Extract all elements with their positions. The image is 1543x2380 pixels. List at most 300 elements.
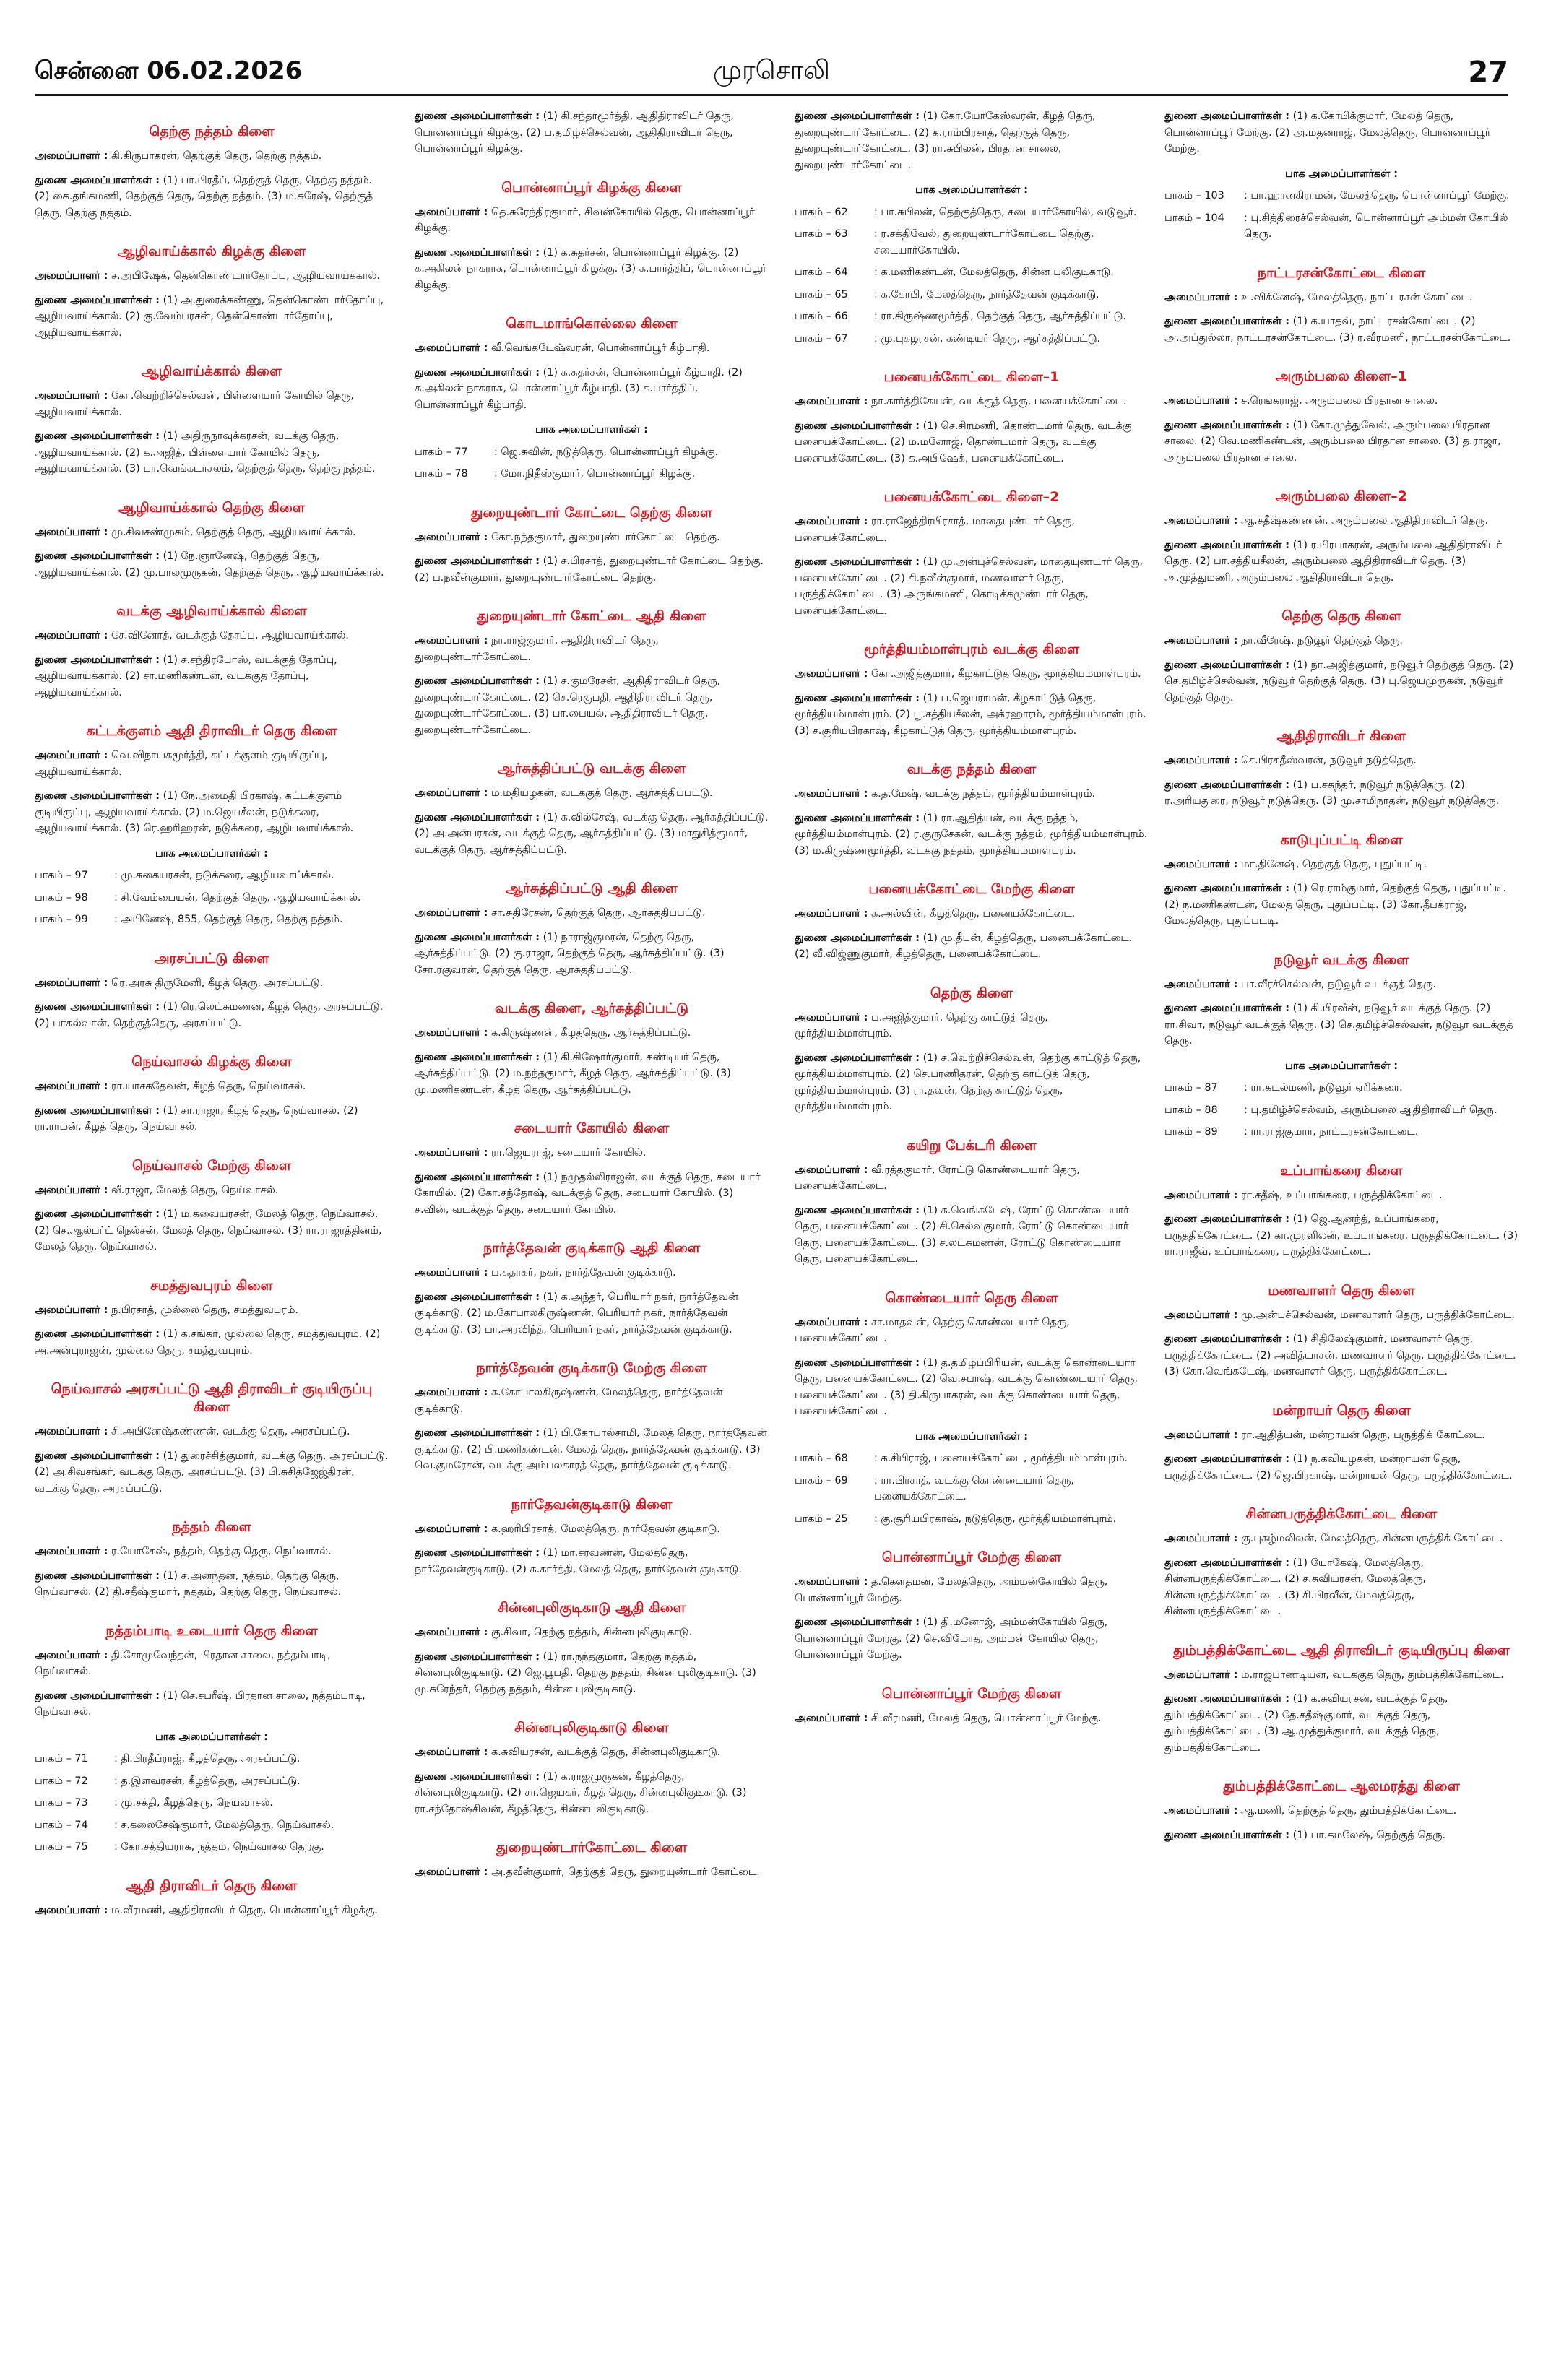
branch-heading: நடுவூர் வடக்கு கிளை <box>1274 951 1409 968</box>
organizer-details: (1) ரா.நந்தகுமார், தெற்கு நத்தம், சின்னபுலிகுடிகாடு. (2) ஜெ.பூபதி, தெற்கு நத்தம், சின்ன புலிகுடிகாடு. (3) மு.சுரேந்தர், தெற்கு நத்தம், சின்ன புலிகுடிகாடு. <box>415 1650 756 1695</box>
booth-entry <box>35 1839 389 1856</box>
organizer-details: (1) அ.துரைக்கண்ணு, தென்கொண்டார்தோப்பு, ஆழியவாய்க்கால். (2) கு.வேம்பரசன், தென்கொண்டார்தோப்பு, ஆழியவாய்க்கால். <box>35 294 384 339</box>
role-label: அமைப்பாளர் : <box>35 1081 108 1092</box>
booth-number: பாகம் – 87 <box>1164 1082 1218 1094</box>
branch-heading: நாட்டரசன்கோட்டை கிளை <box>1257 264 1426 281</box>
organizer-details: (1) செ.சிரமணி, தொண்டமார் தெரு, வடக்கு பனையக்கோட்டை. (2) ம.மனோஜ், தொண்டமார் தெரு, வடக்கு பனையக்கோட்டை. (3) க.அபிஷேக், பனையக்கோட்டை. <box>795 420 1132 464</box>
branch-heading: நெய்வாசல் மேற்கு கிளை <box>131 1157 292 1174</box>
branch-heading: ஆர்சுத்திப்பட்டு வடக்கு கிளை <box>497 761 686 776</box>
organizer-details: ம.ராஜபாண்டியன், வடக்குத் தெரு, தும்பத்திக்கோட்டை. <box>1237 1669 1504 1681</box>
organizer-details: க.ஹரிபிரசாத், மேலத்தெரு, நார்தேவன் குடிகாடு. <box>488 1523 720 1535</box>
booth-entry <box>795 226 1149 259</box>
organizer-entry <box>1164 633 1518 649</box>
role-label: அமைப்பாளர் : <box>795 908 868 919</box>
organizer-entry <box>415 1289 769 1338</box>
organizer-details: சி.வீரமணி, மேலத் தெரு, பொன்னாப்பூர் மேற்கு. <box>868 1712 1102 1724</box>
booth-organizer: : ச.கலைசேஷ்குமார், மேலத்தெரு, நெய்வாசல். <box>114 1819 334 1831</box>
organizer-details: (1) ரெ.ராம்குமார், தெற்குத் தெரு, புதுப்பட்டி. (2) ந.மணிகண்டன், மேலத் தெரு, புதுப்பட்டி. (3) கோ.தீபக்ராஜ், மேலத்தெரு, புதுப்பட்டி. <box>1164 883 1506 927</box>
branch-heading: அரும்பலை கிளை–1 <box>1276 368 1407 384</box>
organizer-entry <box>795 108 1149 173</box>
organizer-details: கு.சிவா, தெற்கு நத்தம், சின்னபுலிகுடிகாடு. <box>488 1627 693 1638</box>
organizer-details: (1) கோ.யோகேஸ்வரன், கீழத் தெரு, துறையுண்டார்கோட்டை. (2) க.ராம்பிரசாத், தெற்குத் தெரு, துறையுண்டார்கோட்டை. (3) ரா.சுபிலன், பிரதான சாலை, துறையுண்டார்கோட்டை. <box>795 111 1096 171</box>
organizer-entry <box>415 785 769 802</box>
role-label: துணை அமைப்பாளர்கள் : <box>795 692 920 704</box>
organizer-details: ம.வீரமணி, ஆதிதிராவிடர் தெரு, பொன்னாப்பூர் கிழக்கு. <box>108 1904 378 1916</box>
booth-organizer: : ர.சக்திவேல், துறையுண்டார்கோட்டை தெற்கு, சடையார்கோயில். <box>874 228 1094 256</box>
role-label: துணை அமைப்பாளர்கள் : <box>415 246 540 259</box>
organizer-entry <box>35 148 389 165</box>
organizer-details: (1) ச.குமரேசன், ஆதிதிராவிடர் தெரு, துறையுண்டார்கோட்டை. (2) செ.ரெகுபதி, ஆதிதிராவிடர் தெரு, துறையுண்டார்கோட்டை. (3) பா.பையல், ஆதிதிராவிடர் தெரு, துறையுண்டார்கோட்டை. <box>415 675 721 736</box>
organizer-entry <box>1164 857 1518 873</box>
branch-heading: பொன்னாப்பூர் மேற்கு கிளை <box>881 1549 1062 1565</box>
organizer-details: (1) க.ராஜமுருகன், கீழத்தெரு, சின்னபுலிகுடிகாடு. (2) சா.ஜெயகர், கீழத் தெரு, சின்னபுலிகுடிகாடு. (3) ரா.சந்தோஷ்சிவன், கீழத்தெரு, சின்னபுலிகுடிகாடு. <box>415 1770 747 1815</box>
booth-organizer: : அபினேஷ், 855, தெற்குத் தெரு, தெற்கு நத்தம். <box>114 914 343 925</box>
organizer-entry <box>795 394 1149 410</box>
organizer-details: (1) அதிருநாவுக்கரசன், வடக்கு தெரு, ஆழியவாய்க்கால். (2) க.அஜித், பிள்ளையார் கோயில் தெரு, ஆழியவாய்க்கால். (3) பா.வெங்கடாசலம், தெற்குத் தெரு, தெற்கு நத்தம். <box>35 430 376 475</box>
branch-heading: தெற்கு நத்தம் கிளை <box>149 124 275 139</box>
role-label: துணை அமைப்பாளர்கள் : <box>415 111 540 122</box>
organizer-entry <box>415 245 769 294</box>
booth-number: பாகம் – 77 <box>415 446 468 458</box>
role-label: துணை அமைப்பாளர்கள் : <box>1164 1557 1290 1569</box>
organizer-entry <box>795 1010 1149 1042</box>
booth-entry <box>795 287 1149 303</box>
booth-entry <box>35 912 389 928</box>
branch-heading: நத்தம்பாடி உடையார் தெரு கிளை <box>105 1622 318 1639</box>
role-label: துணை அமைப்பாளர்கள் : <box>35 1104 160 1117</box>
organizer-entry <box>415 1385 769 1417</box>
organizer-details: ர.யோகேஷ், நத்தம், தெற்கு தெரு, நெய்வாசல். <box>108 1546 332 1557</box>
role-label: துணை அமைப்பாளர்கள் : <box>795 420 920 432</box>
organizer-details: பா.வீரச்செல்வன், நடுவூர் வடக்குத் தெரு. <box>1237 978 1436 990</box>
branch-heading: அரும்பலை கிளை–2 <box>1276 488 1407 504</box>
role-label: துணை அமைப்பாளர்கள் : <box>795 1356 920 1369</box>
organizer-entry <box>415 1145 769 1161</box>
organizer-entry <box>415 108 769 157</box>
organizer-entry <box>415 1769 769 1818</box>
organizer-entry <box>795 1710 1149 1727</box>
role-label: அமைப்பாளர் : <box>795 1712 868 1724</box>
role-label: அமைப்பாளர் : <box>35 390 108 402</box>
organizer-details: சா.மாதவன், தெற்கு கொண்டையார் தெரு, பனையக்கோட்டை. <box>795 1316 1070 1344</box>
organizer-details: க.கோபாலகிருஷ்ணன், மேலத்தெரு, நார்த்தேவன் குடிக்காடு. <box>415 1387 723 1415</box>
organizer-entry <box>1164 1427 1518 1444</box>
role-label: அமைப்பாளர் : <box>415 1627 488 1638</box>
organizer-entry <box>795 1355 1149 1420</box>
masthead <box>35 51 1508 96</box>
role-label: அமைப்பாளர் : <box>35 1304 108 1316</box>
branch-heading: பொன்னாப்பூர் மேற்கு கிளை <box>881 1685 1062 1702</box>
booth-entry <box>1164 1124 1518 1141</box>
organizer-entry <box>795 1315 1149 1347</box>
organizer-entry <box>1164 977 1518 993</box>
role-label: அமைப்பாளர் : <box>1164 291 1238 303</box>
role-label: அமைப்பாளர் : <box>795 396 868 407</box>
booth-number: பாகம் – 66 <box>795 311 848 322</box>
organizer-details: (1) நாராஜ்குமரன், தெற்கு தெரு, ஆர்சுத்திப்பட்டு. (2) கு.ராஜா, தெற்குத் தெரு, ஆர்சுத்திப்பட்டு. (3) சோ.ரகுவரன், தெற்குத் தெரு, ஆர்சுத்திப்பட்டு. <box>415 931 725 976</box>
role-label: அமைப்பாளர் : <box>415 531 488 543</box>
branch-heading: மணவாளர் தெரு கிளை <box>1268 1282 1415 1299</box>
role-label: துணை அமைப்பாளர்கள் : <box>1164 316 1290 327</box>
organizer-entry <box>1164 1451 1518 1484</box>
organizer-details: மு.அன்புச்செல்வன், மணவாளர் தெரு, பருத்திக்கோட்டை. <box>1237 1309 1515 1321</box>
organizer-details: (1) ச.சந்திரபோஸ், வடக்குத் தோப்பு, ஆழியவாய்க்கால். (2) சா.மணிகண்டன், வடக்குத் தோப்பு, ஆழியவாய்க்கால். <box>35 654 337 698</box>
organizer-entry <box>415 930 769 979</box>
organizer-details: (1) ப.சசுந்தர், நடுவூர் நடுத்தெரு. (2) ர.அரியதுரை, நடுவூர் நடுத்தெரு. (3) மு.சாமிநாதன், நடுவூர் நடுத்தெரு. <box>1164 779 1500 807</box>
role-label: துணை அமைப்பாளர்கள் : <box>1164 419 1290 431</box>
organizer-entry <box>415 1265 769 1281</box>
organizer-entry <box>795 786 1149 802</box>
organizer-entry <box>415 633 769 665</box>
organizer-details: (1) பி.கோபால்சாமி, மேலத் தெரு, நார்த்தேவன் குடிக்காடு. (2) பி.மணிகண்டன், மேலத் தெரு, நார்த்தேவன் குடிக்காடு. (3) வெ.குமரேசன், வடக்கு அம்பலகாரத் தெரு, நார்த்தேவன் குடிக்காடு. <box>415 1427 767 1471</box>
booth-number: பாகம் – 64 <box>795 267 848 278</box>
role-label: துணை அமைப்பாளர்கள் : <box>1164 1213 1290 1225</box>
branch-heading: நெய்வாசல் கிழக்கு கிளை <box>131 1054 292 1070</box>
organizer-entry <box>795 1614 1149 1663</box>
booth-organizer: : தி.பிரதீப்ராஜ், கீழத்தெரு, அரசப்பட்டு. <box>114 1753 301 1765</box>
role-label: துணை அமைப்பாளர்கள் : <box>35 1570 160 1582</box>
booth-number: பாகம் – 103 <box>1164 190 1224 202</box>
organizer-details: (1) மா.சரவணன், மேலத்தெரு, நார்தேவன்குடிகாடு. (2) க.கார்த்தி, மேலத் தெரு, நார்தேவன் குடிகாடு. <box>415 1547 742 1575</box>
role-label: துணை அமைப்பாளர்கள் : <box>35 550 160 562</box>
organizer-entry <box>415 1521 769 1538</box>
role-label: துணை அமைப்பாளர்கள் : <box>1164 779 1290 791</box>
role-label: அமைப்பாளர் : <box>415 1147 488 1159</box>
booth-organizer: : சி.வேம்பையன், தெற்குத் தெரு, ஆழியவாய்க்கால். <box>114 891 361 904</box>
role-label: அமைப்பாளர் : <box>35 270 108 282</box>
branch-heading: சமத்துவபுரம் கிளை <box>150 1277 273 1294</box>
organizer-entry <box>1164 537 1518 587</box>
booth-entry <box>35 1795 389 1812</box>
role-label: துணை அமைப்பாளர்கள் : <box>35 1689 160 1702</box>
role-label: அமைப்பாளர் : <box>415 342 488 354</box>
role-label: துணை அமைப்பாளர்கள் : <box>1164 539 1290 551</box>
booth-organizers-heading: பாக அமைப்பாளர்கள் : <box>155 1731 269 1743</box>
organizer-entry <box>1164 1827 1518 1844</box>
role-label: துணை அமைப்பாளர்கள் : <box>1164 659 1290 671</box>
booth-number: பாகம் – 88 <box>1164 1104 1218 1116</box>
branch-heading: சின்னபருத்திக்கோட்டை கிளை <box>1245 1506 1438 1522</box>
role-label: துணை அமைப்பாளர்கள் : <box>1164 883 1290 894</box>
organizer-entry <box>1164 1667 1518 1684</box>
organizer-entry <box>35 628 389 644</box>
organizer-details: (1) ப.ஜெயராமன், கீழகாட்டுத் தெரு, மூர்த்தியம்மாள்புரம். (2) பூ.சத்தியசீலன், அக்ரஹாரம், மூர்த்தியம்மாள்புரம். (3) ச.சூரியபிரகாஷ், கீழகாட்டுத் தெரு, மூர்த்தியம்மாள்புரம். <box>795 692 1146 737</box>
role-label: அமைப்பாளர் : <box>415 635 488 646</box>
organizer-entry <box>415 673 769 738</box>
branch-heading: கொண்டையார் தெரு கிளை <box>885 1289 1058 1306</box>
organizer-entry <box>1164 657 1518 706</box>
role-label: துணை அமைப்பாளர்கள் : <box>415 675 540 687</box>
branch-heading: மன்றாயர் தெரு கிளை <box>1272 1402 1411 1419</box>
branch-heading: தும்பத்திக்கோட்டை ஆலமரத்து கிளை <box>1223 1778 1460 1794</box>
organizer-details: (1) சிதிலேஷ்குமார், மணவாளர் தெரு, பருத்திக்கோட்டை. (2) அவித்யாசன், மணவாளர் தெரு, பருத்திக்கோட்டை. (3) கோ.வெங்கடேஷ், மணவாளர் தெரு, பருத்திக்கோட்டை. <box>1164 1333 1516 1377</box>
organizer-entry <box>415 810 769 859</box>
organizer-details: சே.வினோத், வடக்குத் தோப்பு, ஆழியவாய்க்கால். <box>108 630 349 641</box>
branch-heading: ஆழிவாய்க்கால் கிளை <box>141 363 282 379</box>
organizer-entry <box>1164 777 1518 810</box>
role-label: துணை அமைப்பாளர்கள் : <box>415 1291 540 1303</box>
organizer-details: மு.சிவசண்முகம், தெற்குத் தெரு, ஆழியவாய்க்கால். <box>108 526 356 538</box>
branch-heading: சின்னபுலிகுடிகாடு கிளை <box>514 1720 669 1736</box>
column-1 <box>35 108 389 1926</box>
organizer-details: (1) க.சுதர்சன், பொன்னாப்பூர் கீழ்பாதி. (2) க.அகிலன் நாகராசு, பொன்னாப்பூர் கீழ்பாதி. (3) க.பார்த்திப், பொன்னாப்பூர் கீழ்பாதி. <box>415 366 743 411</box>
booth-entry <box>35 867 389 884</box>
organizer-details: உ.விக்னேஷ், மேலத்தெரு, நாட்டரசன் கோட்டை. <box>1237 291 1473 303</box>
role-label: அமைப்பாளர் : <box>1164 1669 1238 1681</box>
organizer-entry <box>35 1424 389 1440</box>
role-label: துணை அமைப்பாளர்கள் : <box>35 790 160 802</box>
booth-number: பாகம் – 73 <box>35 1797 88 1809</box>
organizer-details: கோ.நந்தகுமார், துறையுண்டார்கோட்டை தெற்கு. <box>488 531 720 543</box>
organizer-entry <box>1164 1555 1518 1620</box>
role-label: துணை அமைப்பாளர்கள் : <box>795 932 920 944</box>
organizer-entry <box>35 1448 389 1497</box>
booth-organizer: : க.மணிகண்டன், மேலத்தெரு, சின்ன புலிகுடிகாடு. <box>874 267 1114 278</box>
booth-number: பாகம் – 25 <box>795 1513 848 1525</box>
organizer-details: நா.வீரேஷ், நடுவூர் தெற்குத் தெரு. <box>1237 635 1403 646</box>
organizer-details: (1) க.சுதர்சன், பொன்னாப்பூர் கிழக்கு. (2) க.அகிலன் நாகராசு, பொன்னாப்பூர் கிழக்கு. (3) க.பார்த்திப், பொன்னாப்பூர் கிழக்கு. <box>415 246 766 291</box>
page-number: 27 <box>1468 56 1508 89</box>
branch-heading: மூர்த்தியம்மாள்புரம் வடக்கு கிளை <box>863 641 1080 657</box>
organizer-entry <box>35 975 389 992</box>
booth-organizer: : பா.சுபிலன், தெற்குத்தெரு, சடையார்கோயில், வடுவூர். <box>874 206 1137 218</box>
organizer-details: (1) நே.ஞானேஷ், தெற்குத் தெரு, ஆழியவாய்க்கால். (2) மு.பாலமுருகன், தெற்குத் தெரு, ஆழியவாய்க்கால். <box>35 550 384 579</box>
organizer-entry <box>795 930 1149 963</box>
organizer-entry <box>415 1425 769 1474</box>
organizer-details: த.கௌதமன், மேலத்தெரு, அம்மன்கோயில் தெரு, பொன்னாப்பூர் மேற்கு. <box>795 1576 1108 1604</box>
role-label: துணை அமைப்பாளர்கள் : <box>415 811 540 823</box>
role-label: துணை அமைப்பாளர்கள் : <box>795 556 920 568</box>
organizer-details: (1) நா.அஜித்குமார், நடுவூர் தெற்குத் தெரு. (2) செ.தமிழ்ச்செல்வன், நடுவூர் தெற்குத் தெரு. (3) பு.ஜெயமுருகன், நடுவூர் தெற்குத் தெரு. <box>1164 659 1514 704</box>
organizer-details: ப.சுதாகர், நகர், நார்த்தேவன் குடிக்காடு. <box>488 1267 676 1278</box>
organizer-details: க.சுவியரசன், வடக்குத் தெரு, சின்னபுலிகுடிகாடு. <box>488 1747 721 1758</box>
role-label: அமைப்பாளர் : <box>35 1649 108 1661</box>
organizer-details: (1) க.வில்சேஷ், வடக்கு தெரு, ஆர்சுத்திப்பட்டு. (2) அ.அன்பரசன், வடக்குத் தெரு, ஆர்சுத்திப்பட்டு. (3) மாதுசித்குமார், வடக்குத் தெரு, ஆர்சுத்திப்பட்டு. <box>415 811 769 856</box>
booth-organizers-heading: பாக அமைப்பாளர்கள் : <box>1284 168 1399 180</box>
branch-heading: ஆழிவாய்க்கால் தெற்கு கிளை <box>118 499 305 516</box>
organizer-details: நா.கார்த்திகேயன், வடக்குத் தெரு, பனையக்கோட்டை. <box>868 396 1127 407</box>
branch-heading: வடக்கு கிளை, ஆர்சுத்திப்பட்டு <box>494 1000 689 1016</box>
organizer-details: (1) பா.கமலேஷ், தெற்குத் தெரு. <box>1289 1829 1446 1841</box>
organizer-entry <box>1164 753 1518 769</box>
organizer-details: தி.சோமுவேந்தன், பிரதான சாலை, நத்தம்பாடி, நெய்வாசல். <box>35 1649 331 1677</box>
booth-entry <box>795 308 1149 325</box>
organizer-details: (1) நமுதல்லிராஜன், வடக்குத் தெரு, சடையார் கோயில். (2) கோ.சந்தோஷ், வடக்குத் தெரு, சடையார் கோயில். (3) ச.வின், வடக்குத் தெரு, சடையார் கோயில். <box>415 1171 761 1216</box>
role-label: துணை அமைப்பாளர்கள் : <box>35 174 160 186</box>
role-label: துணை அமைப்பாளர்கள் : <box>35 294 160 306</box>
organizer-entry <box>415 1025 769 1042</box>
role-label: அமைப்பாளர் : <box>795 1011 868 1024</box>
branch-heading: துறையுண்டார் கோட்டை தெற்கு கிளை <box>470 504 713 521</box>
organizer-entry <box>35 548 389 581</box>
organizer-details: (1) க.கோபிக்குமார், மேலத் தெரு, பொன்னாப்பூர் மேற்கு. (2) அ.மதன்ராஜ், மேலத்தெரு, பொன்னாப்பூர் மேற்கு. <box>1164 111 1491 155</box>
booth-number: பாகம் – 75 <box>35 1841 88 1853</box>
role-label: அமைப்பாளர் : <box>1164 755 1238 766</box>
organizer-entry <box>795 1574 1149 1606</box>
role-label: அமைப்பாளர் : <box>795 516 868 527</box>
organizer-details: (1) நே.அமைதி பிரகாஷ், கட்டக்குளம் குடியிருப்பு, ஆழியவாய்க்கால். (2) ம.ஜெயசீலன், நடுக்கரை, ஆழியவாய்க்கால். (3) ரெ.ஹரிஹரன், நடுக்கரை, ஆழியவாய்க்கால். <box>35 790 354 834</box>
column-2 <box>415 108 769 1889</box>
role-label: அமைப்பாளர் : <box>1164 978 1238 990</box>
column-3 <box>795 108 1149 1734</box>
organizer-entry <box>415 1545 769 1578</box>
role-label: அமைப்பாளர் : <box>795 788 868 800</box>
organizer-details: (1) க.சங்கர், முல்லை தெரு, சமத்துவபுரம். (2) அ.அன்புராஜன், முல்லை தெரு, சமத்துவபுரம். <box>35 1328 381 1356</box>
organizer-entry <box>35 1182 389 1199</box>
role-label: அமைப்பாளர் : <box>35 150 108 162</box>
organizer-entry <box>795 1050 1149 1115</box>
organizer-entry <box>415 1864 769 1881</box>
role-label: துணை அமைப்பாளர்கள் : <box>1164 1829 1290 1841</box>
organizer-details: அ.தவீன்குமார், தெற்குத் தெரு, துறையுண்டார் கோட்டை. <box>488 1866 760 1878</box>
organizer-entry <box>1164 108 1518 157</box>
role-label: அமைப்பாளர் : <box>35 1426 108 1437</box>
organizer-entry <box>35 1688 389 1721</box>
organizer-entry <box>35 1326 389 1359</box>
organizer-details: க.அல்வின், கீழத்தெரு, பனையக்கோட்டை. <box>868 908 1076 919</box>
booth-entry <box>35 890 389 906</box>
organizer-entry <box>1164 1211 1518 1260</box>
organizer-details: ச.அபிஷேக், தென்கொண்டார்தோப்பு, ஆழியவாய்க்கால். <box>108 270 381 282</box>
organizer-details: (1) செ.சபரீஷ், பிரதான சாலை, நத்தம்பாடி, நெய்வாசல். <box>35 1689 366 1718</box>
organizer-entry <box>795 1203 1149 1268</box>
role-label: அமைப்பாளர் : <box>1164 395 1238 407</box>
branch-heading: கயிறு பேக்டரி கிளை <box>906 1137 1037 1154</box>
role-label: அமைப்பாளர் : <box>35 750 108 761</box>
booth-number: பாகம் – 98 <box>35 891 88 904</box>
organizer-details: கி.கிருபாகரன், தெற்குத் தெரு, தெற்கு நத்தம். <box>108 150 322 162</box>
booth-number: பாகம் – 97 <box>35 870 88 881</box>
organizer-entry <box>415 1744 769 1761</box>
booth-organizer: : மு.சுகையரசன், நடுக்கரை, ஆழியவாய்க்கால். <box>114 870 334 881</box>
booth-entry <box>795 264 1149 281</box>
booth-organizer: : க.சிபிராஜ், பனையக்கோட்டை, மூர்த்தியம்மாள்புரம். <box>874 1453 1128 1464</box>
organizer-entry <box>35 788 389 837</box>
organizer-entry <box>1164 313 1518 346</box>
organizer-details: ரெ.அரசு திருமேனி, கீழத் தெரு, அரசப்பட்டு. <box>108 977 324 989</box>
organizer-details: (1) பா.பிரதீப், தெற்குத் தெரு, தெற்கு நத்தம். (2) கை.தங்கமணி, தெற்குத் தெரு, தெற்கு நத்தம். (3) ம.சுரேஷ், தெற்குத் தெரு, தெற்கு நத்தம். <box>35 174 373 219</box>
booth-number: பாகம் – 89 <box>1164 1126 1218 1138</box>
role-label: அமைப்பாளர் : <box>795 1316 868 1328</box>
role-label: துணை அமைப்பாளர்கள் : <box>35 430 160 442</box>
booth-number: பாகம் – 72 <box>35 1775 88 1787</box>
organizer-details: (1) சா.ராஜா, கீழத் தெரு, நெய்வாசல். (2) ரா.ராமன், கீழத் தெரு, நெய்வாசல். <box>35 1104 358 1133</box>
organizer-details: (1) ச.பிரசாத், துறையுண்டார் கோட்டை தெற்கு. (2) ப.நவீன்குமார், துறையுண்டார்கோட்டை தெற்கு. <box>415 555 764 584</box>
organizer-details: (1) ந.கவியழகன், மன்றாயன் தெரு, பருத்திக்கோட்டை. (2) ஜெ.பிரகாஷ், மன்றாயன் தெரு, பருத்திக்கோட்டை. <box>1164 1453 1513 1481</box>
organizer-details: கோ.அஜித்குமார், கீழகாட்டுத் தெரு, மூர்த்தியம்மாள்புரம். <box>868 668 1141 680</box>
role-label: அமைப்பாளர் : <box>415 907 488 919</box>
branch-heading: கட்டக்குளம் ஆதி திராவிடர் தெரு கிளை <box>86 723 337 739</box>
role-label: அமைப்பாளர் : <box>415 1027 488 1039</box>
organizer-details: ஆ.சதீஷ்கண்ணன், அரும்பலை ஆதிதிராவிடர் தெரு. <box>1237 515 1489 527</box>
role-label: துணை அமைப்பாளர்கள் : <box>415 366 540 378</box>
booth-entry <box>795 1511 1149 1528</box>
role-label: அமைப்பாளர் : <box>795 668 868 680</box>
role-label: துணை அமைப்பாளர்கள் : <box>795 1617 920 1628</box>
organizer-details: (1) கோ.முத்துவேல், அரும்பலை பிரதான சாலை. (2) வெ.மணிகண்டன், அரும்பலை பிரதான சாலை. (3) த.ராஜா, அரும்பலை பிரதான சாலை. <box>1164 419 1501 464</box>
organizer-details: ம.மதியழகன், வடக்குத் தெரு, ஆர்சுத்திப்பட்டு. <box>488 787 713 799</box>
organizer-entry <box>415 1624 769 1641</box>
booth-number: பாகம் – 71 <box>35 1753 88 1765</box>
organizer-details: (1) துரைச்சித்குமார், வடக்கு தெரு, அரசப்பட்டு. (2) அ.சிவசங்கர், வடக்கு தெரு, அரசப்பட்டு. (3) பி.சுசித்ஜேஜ்திரன், வடக்கு தெரு, அரசப்பட்டு. <box>35 1450 389 1494</box>
booth-entry <box>795 331 1149 347</box>
booth-organizer: : பா.ஹானகிராமன், மேலத்தெரு, பொன்னாப்பூர் மேற்கு. <box>1244 190 1510 202</box>
booth-entry <box>415 444 769 461</box>
organizer-entry <box>415 365 769 414</box>
booth-organizer: : ரா.ராஜ்குமார், நாட்டரசன்கோட்டை. <box>1244 1126 1419 1138</box>
booth-number: பாகம் – 78 <box>415 468 468 480</box>
branch-heading: கொடமாங்கொல்லை கிளை <box>506 316 678 332</box>
organizer-entry <box>795 514 1149 546</box>
organizer-entry <box>35 652 389 701</box>
column-4 <box>1164 108 1518 1851</box>
organizer-entry <box>35 173 389 222</box>
organizer-details: (1) மு.தீபன், கீழத்தெரு, பனையக்கோட்டை. (2) வீ.விஜ்ணுகுமார், கீழத்தெரு, பனையக்கோட்டை. <box>795 932 1133 960</box>
booth-organizers-heading: பாக அமைப்பாளர்கள் : <box>1284 1060 1399 1072</box>
role-label: அமைப்பாளர் : <box>795 1164 868 1176</box>
branch-heading: உப்பாங்கரை கிளை <box>1280 1162 1403 1179</box>
role-label: துணை அமைப்பாளர்கள் : <box>415 555 540 567</box>
role-label: அமைப்பாளர் : <box>1164 1309 1238 1321</box>
organizer-entry <box>1164 417 1518 467</box>
organizer-details: (1) க.அந்தர், பெரியார் நகர், நார்த்தேவன் குடிக்காடு. (2) ம.கோபாலகிருஷ்ணன், பெரியார் நகர், நார்த்தேவன் குடிக்காடு. (3) பா.அரவிந்த், பெரியார் நகர், நார்த்தேவன் குடிக்காடு. <box>415 1291 738 1336</box>
booth-entry <box>35 1817 389 1834</box>
organizer-entry <box>1164 880 1518 930</box>
organizer-entry <box>35 1544 389 1560</box>
organizer-details: (1) க.யாதவ், நாட்டரசன்கோட்டை. (2) அ.அப்துல்லா, நாட்டரசன்கோட்டை. (3) ர.வீரமணி, நாட்டரசன்கோட்டை. <box>1164 316 1511 344</box>
organizer-details: கு.புகழ்மலிலன், மேலத்தெரு, சின்னபருத்திக் கோட்டை. <box>1237 1533 1503 1544</box>
organizer-entry <box>1164 1000 1518 1050</box>
booth-organizers-heading: பாக அமைப்பாளர்கள் : <box>915 1430 1029 1442</box>
organizer-entry <box>415 204 769 237</box>
organizer-details: க.த.மேஷ், வடக்கு நத்தம், மூர்த்தியம்மாள்புரம். <box>868 788 1096 800</box>
role-label: அமைப்பாளர் : <box>1164 1429 1238 1441</box>
organizer-entry <box>35 268 389 285</box>
organizer-entry <box>415 553 769 586</box>
branch-heading: நார்தேவன்குடிகாடு கிளை <box>511 1496 673 1513</box>
booth-organizer: : பு.தமிழ்ச்செல்வம், அரும்பலை ஆதிதிராவிடர் தெரு. <box>1244 1104 1497 1116</box>
organizer-details: வீ.வெங்கடேஷ்வரன், பொன்னாப்பூர் கீழ்பாதி. <box>488 342 710 354</box>
organizer-entry <box>415 529 769 546</box>
branch-heading: பொன்னாப்பூர் கிழக்கு கிளை <box>501 179 682 196</box>
organizer-details: மா.தினேஷ், தெற்குத் தெரு, புதுப்பட்டி. <box>1237 858 1427 870</box>
organizer-entry <box>1164 1803 1518 1819</box>
branch-heading: அரசப்பட்டு கிளை <box>154 950 269 966</box>
organizer-entry <box>35 1103 389 1135</box>
organizer-details: (1) கி.கிஷோர்குமார், கண்டியர் தெரு, ஆர்சுத்திப்பட்டு. (2) ம.நந்தகுமார், கீழத் தெரு, ஆர்சுத்திப்பட்டு. (3) மு.மணிகண்டன், கீழத் தெரு, ஆர்சுத்திப்பட்டு. <box>415 1051 731 1096</box>
organizer-entry <box>1164 1331 1518 1380</box>
organizer-entry <box>795 666 1149 683</box>
branch-heading: சின்னபுலிகுடிகாடு ஆதி கிளை <box>498 1600 686 1616</box>
organizer-details: (1) ரா.ஆதித்யன், வடக்கு நத்தம், மூர்த்தியம்மாள்புரம். (2) ர.குருசேகன், வடக்கு நத்தம், மூர்த்தியம்மாள்புரம். (3) ம.கிருஷ்ணமூர்த்தி, வடக்கு நத்தம், மூர்த்தியம்மாள்புரம். <box>795 812 1148 857</box>
branch-heading: துறையுண்டார்கோட்டை கிளை <box>496 1840 687 1856</box>
booth-number: பாகம் – 99 <box>35 914 88 925</box>
role-label: அமைப்பாளர் : <box>35 977 108 989</box>
organizer-entry <box>795 418 1149 467</box>
edition-date: சென்னை 06.02.2026 <box>35 56 303 85</box>
organizer-details: (1) தி.மனோஜ், அம்மன்கோயில் தெரு, பொன்னாப்பூர் மேற்கு. (2) செ.விமோத், அம்மன் கோயில் தெரு, பொன்னாப்பூர் மேற்கு. <box>795 1617 1108 1661</box>
branch-heading: பனையக்கோட்டை கிளை–2 <box>883 489 1060 505</box>
role-label: துணை அமைப்பாளர்கள் : <box>415 1171 540 1183</box>
booth-entry <box>415 466 769 483</box>
branch-heading: ஆதிதிராவிடர் கிளை <box>1276 728 1406 744</box>
branch-heading: ஆதி திராவிடர் தெரு கிளை <box>126 1877 298 1894</box>
role-label: அமைப்பாளர் : <box>415 1267 488 1278</box>
booth-entry <box>1164 1102 1518 1119</box>
role-label: அமைப்பாளர் : <box>415 1523 488 1535</box>
organizer-details: வெ.விநாயகமூர்த்தி, கட்டக்குளம் குடியிருப்பு, ஆழியவாய்க்கால். <box>35 750 328 778</box>
booth-organizer: : மு.சக்தி, கீழத்தெரு, நெய்வாசல். <box>114 1797 273 1809</box>
